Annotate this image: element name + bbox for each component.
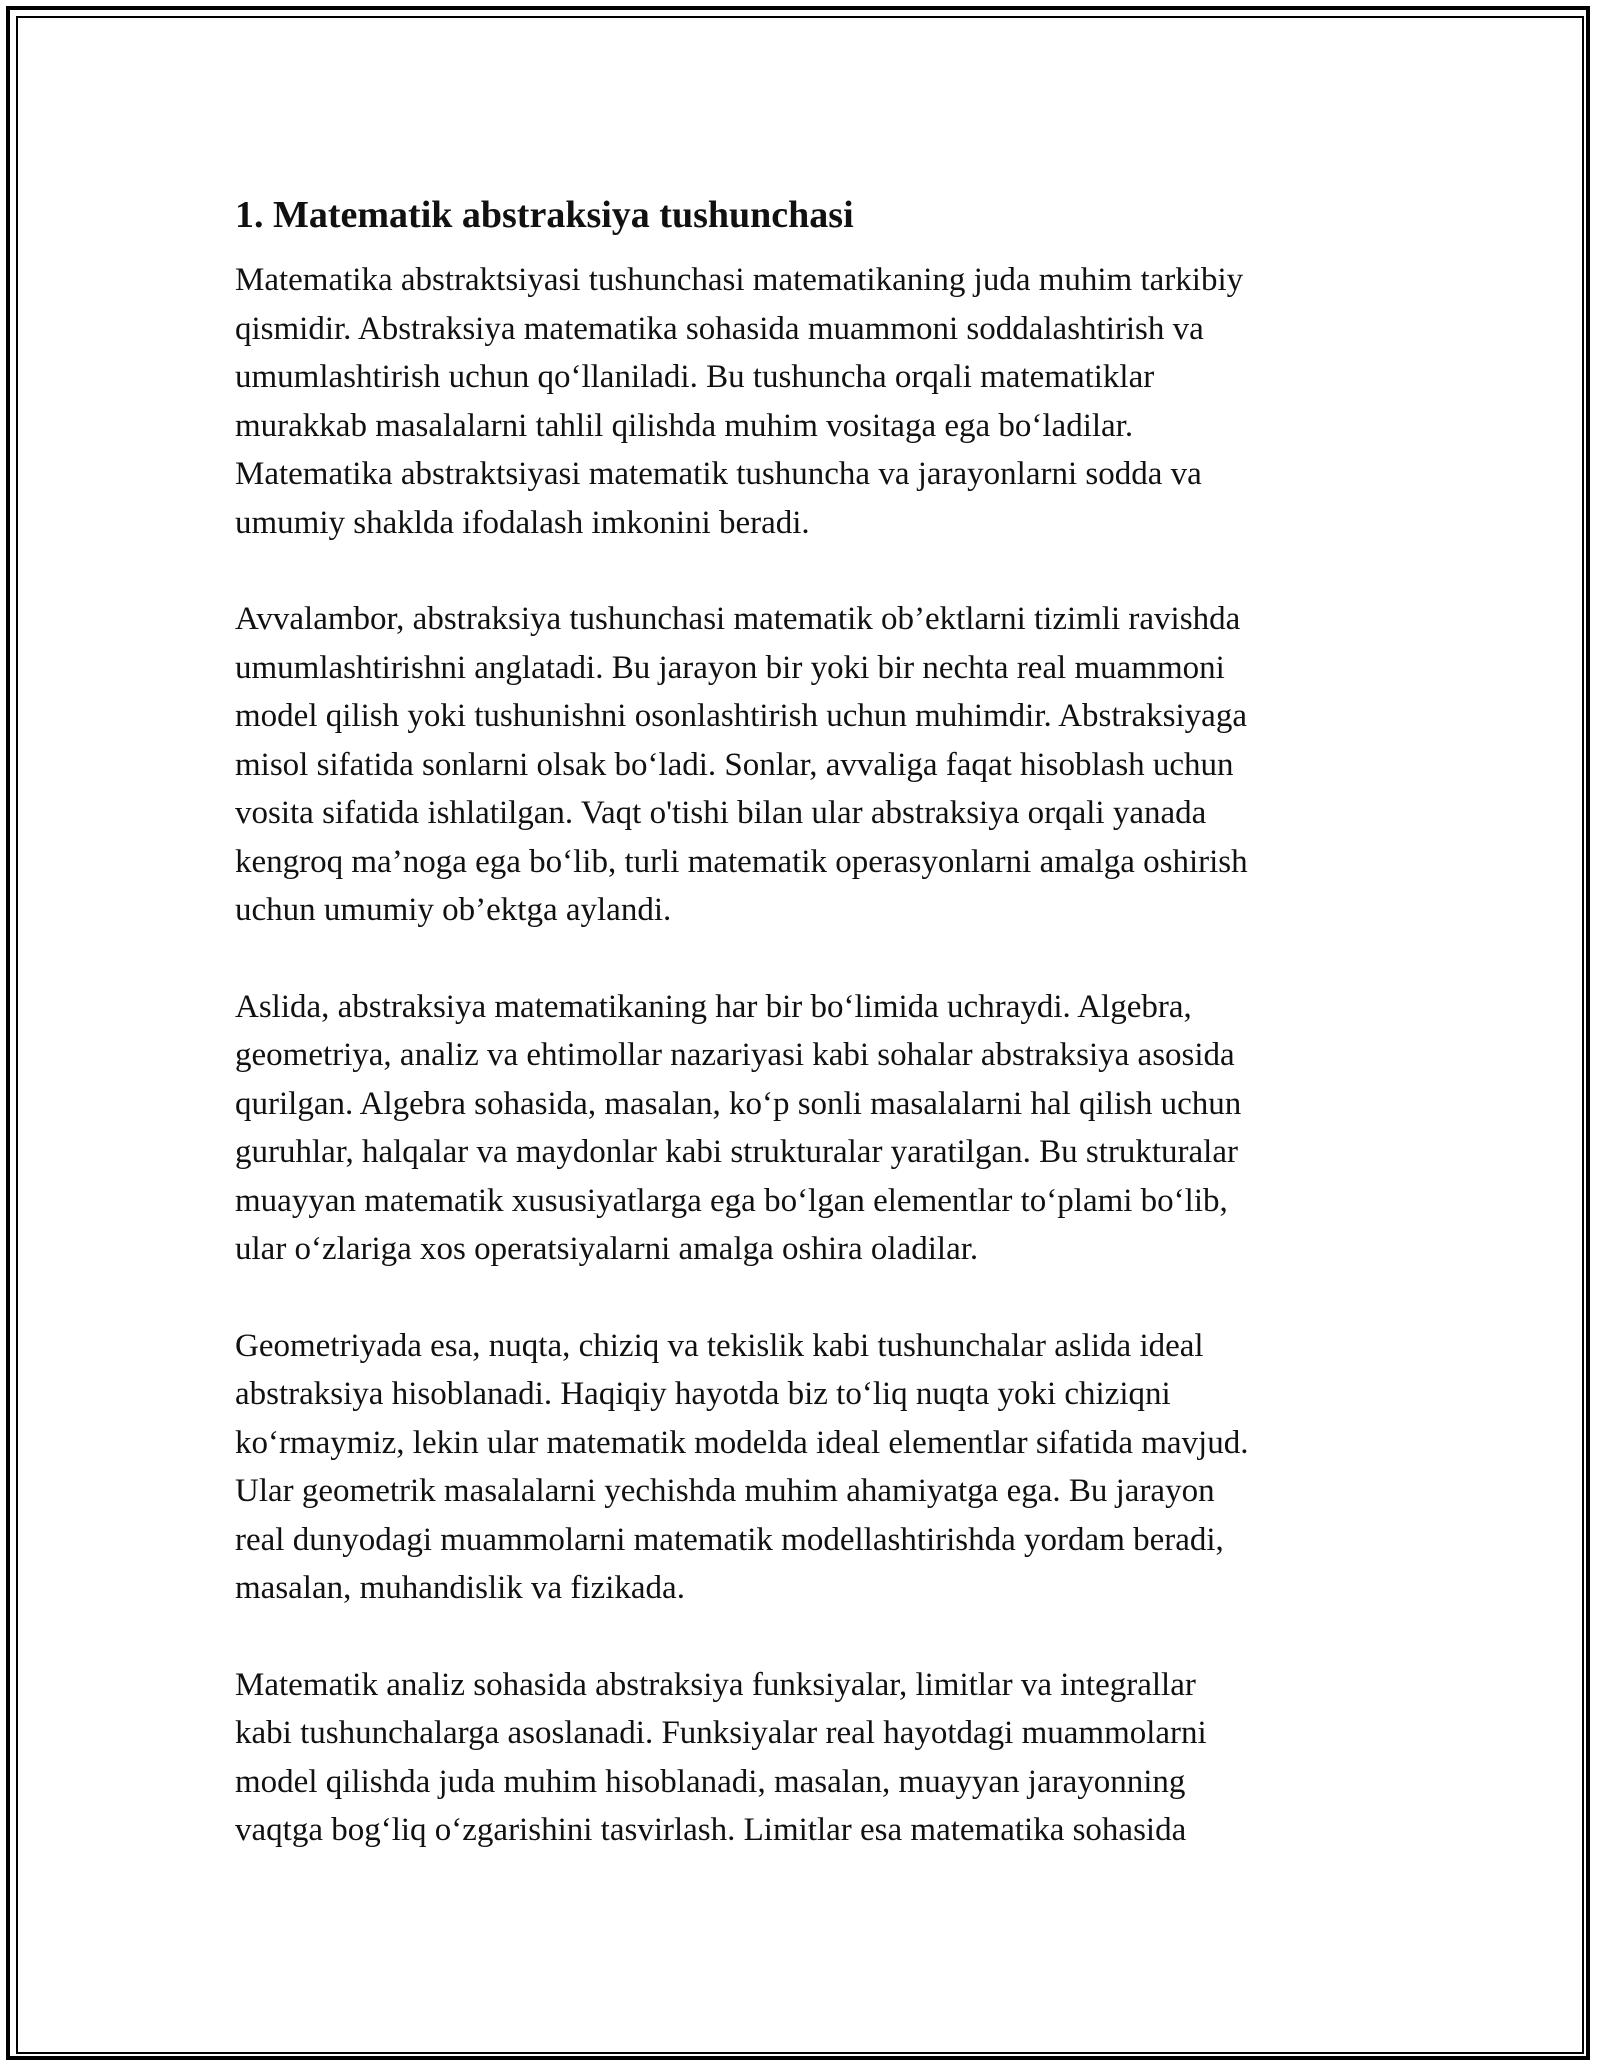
text-line: guruhlar, halqalar va maydonlar kabi strukturalar yaratilgan. Bu strukturalar (235, 1134, 1238, 1170)
text-line: ular o‘zlariga xos operatsiyalarni amalga oshira oladilar. (235, 1231, 979, 1267)
text-line: Matematika abstraktsiyasi matematik tushuncha va jarayonlarni sodda va (235, 456, 1202, 492)
paragraph (235, 595, 1370, 935)
text-line: ko‘rmaymiz, lekin ular matematik modelda ideal elementlar sifatida mavjud. (235, 1424, 1249, 1461)
text-line: real dunyodagi muammolarni matematik modellashtirishda yordam beradi, (235, 1521, 1224, 1558)
text-line: Avvalambor, abstraksiya tushunchasi matematik ob’ektlarni tizimli ravishda (235, 601, 1241, 637)
text-line: misol sifatida sonlarni olsak bo‘ladi. Sonlar, avvaliga faqat hisoblash uchun (235, 746, 1234, 783)
text-line: qurilgan. Algebra sohasida, masalan, ko‘p sonli masalalarni hal qilish uchun (235, 1085, 1242, 1122)
paragraph (235, 1661, 1370, 1855)
text-line: Geometriyada esa, nuqta, chiziq va tekislik kabi tushunchalar aslida ideal (235, 1327, 1204, 1364)
text-line: Matematik analiz sohasida abstraksiya funksiyalar, limitlar va integrallar (235, 1666, 1196, 1703)
text-line: Ular geometrik masalalarni yechishda muhim ahamiyatga ega. Bu jarayon (235, 1473, 1215, 1509)
section-heading: 1. Matematik abstraksiya tushunchasi (235, 194, 854, 236)
paragraph (235, 983, 1370, 1274)
text-line: kengroq ma’noga ega bo‘lib, turli matematik operasyonlarni amalga oshirish (235, 843, 1248, 880)
text-line: umumlashtirish uchun qo‘llaniladi. Bu tushuncha orqali matematiklar (235, 359, 1155, 395)
text-line: muayyan matematik xususiyatlarga ega bo‘lgan elementlar to‘plami bo‘lib, (235, 1182, 1228, 1219)
text-line: geometriya, analiz va ehtimollar nazariyasi kabi sohalar abstraksiya asosida (235, 1037, 1235, 1073)
text-line: masalan, muhandislik va fizikada. (235, 1570, 685, 1606)
paragraph (235, 256, 1370, 547)
paragraph (235, 1322, 1370, 1613)
text-line: model qilishda juda muhim hisoblanadi, masalan, muayyan jarayonning (235, 1763, 1186, 1800)
text-line: murakkab masalalarni tahlil qilishda muhim vositaga ega bo‘ladilar. (235, 407, 1134, 444)
text-line: kabi tushunchalarga asoslanadi. Funksiyalar real hayotdagi muammolarni (235, 1715, 1207, 1751)
text-line: vosita sifatida ishlatilgan. Vaqt o'tishi bilan ular abstraksiya orqali yanada (235, 795, 1207, 831)
text-line: qismidir. Abstraksiya matematika sohasida muammoni soddalashtirish va (235, 310, 1204, 347)
text-line: abstraksiya hisoblanadi. Haqiqiy hayotda biz to‘liq nuqta yoki chiziqni (235, 1376, 1171, 1412)
text-line: umumlashtirishni anglatadi. Bu jarayon bir yoki bir nechta real muammoni (235, 649, 1225, 686)
text-line: Matematika abstraktsiyasi tushunchasi matematikaning juda muhim tarkibiy (235, 262, 1244, 298)
text-line: Aslida, abstraksiya matematikaning har bir bo‘limida uchraydi. Algebra, (235, 988, 1192, 1025)
text-line: model qilish yoki tushunishni osonlashtirish uchun muhimdir. Abstraksiyaga (235, 698, 1247, 734)
text-line: vaqtga bog‘liq o‘zgarishini tasvirlash. Limitlar esa matematika sohasida (235, 1812, 1187, 1848)
document-body (235, 188, 1370, 1903)
text-line: uchun umumiy ob’ektga aylandi. (235, 892, 672, 928)
text-line: umumiy shaklda ifodalash imkonini beradi. (235, 504, 810, 541)
